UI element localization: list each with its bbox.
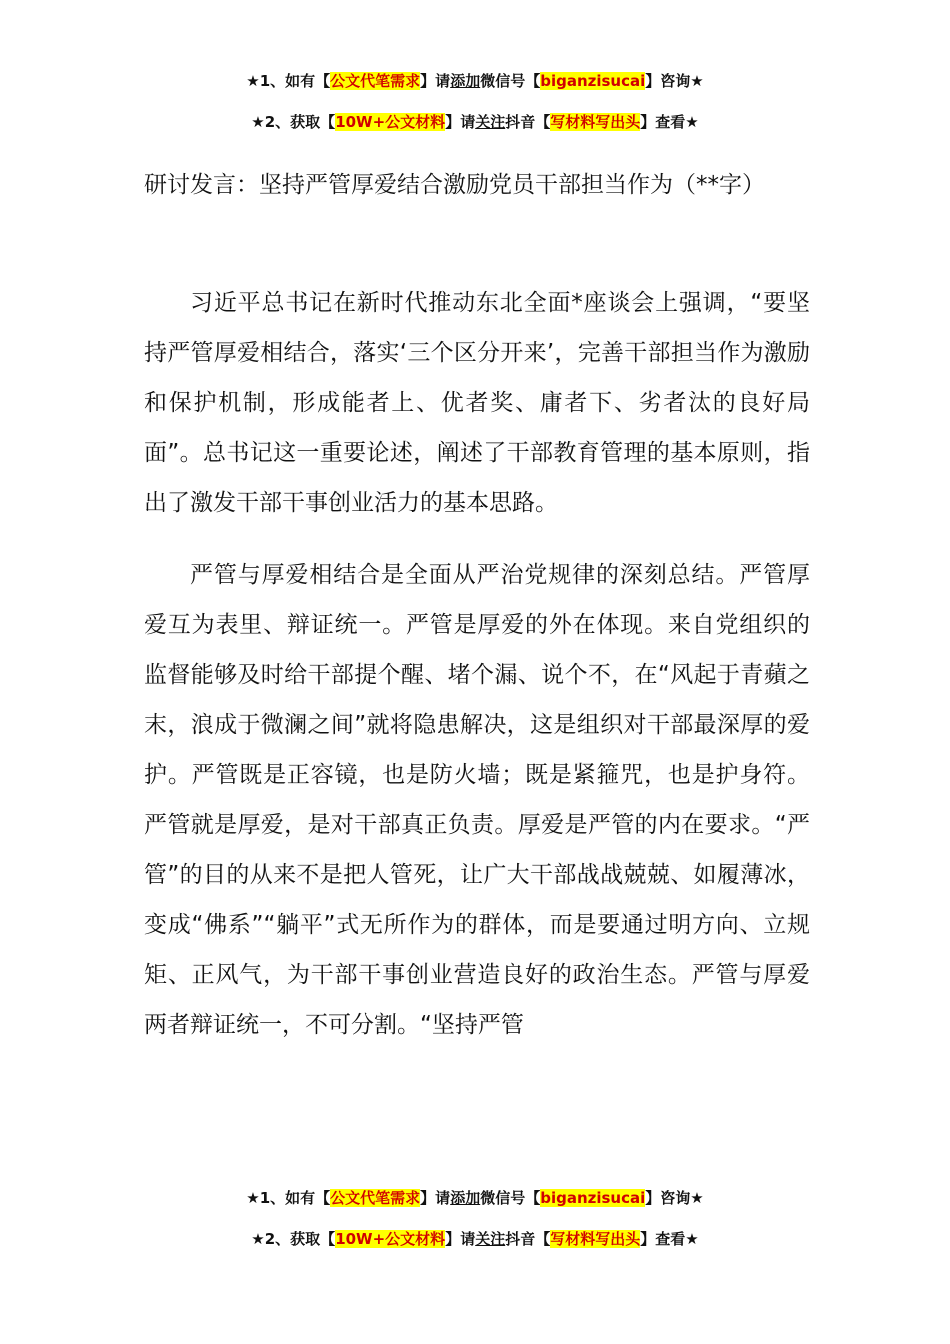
highlight-douyin: 写材料写出头 — [550, 1230, 641, 1248]
header-promo-line-2: ★2、获取【10W+公文材料】请关注抖音【写材料写出头】查看★ — [251, 113, 699, 131]
footer-promo-line-1: ★1、如有【公文代笔需求】请添加微信号【biganzisucai】咨询★ — [246, 1189, 704, 1207]
highlight-douyin: 写材料写出头 — [550, 113, 641, 131]
highlight-materials: 10W+公文材料 — [335, 113, 446, 131]
document-body — [144, 278, 810, 1072]
paragraph: 严管与厚爱相结合是全面从严治党规律的深刻总结。严管厚爱互为表里、辩证统一。严管是厚爱的外在体现。来自党组织的监督能够及时给干部提个醒、堵个漏、说个不，在“风起于青蘋之末，浪成于微澜之间”就将隐患解决，这是组织对干部最深厚的爱护。严管既是正容镜，也是防火墙；既是紧箍咒，也是护身符。严管就是厚爱，是对干部真正负责。厚爱是严管的内在要求。“严管”的目的从来不是把人管死，让广大干部战战兢兢、如履薄冰，变成“佛系”“躺平”式无所作为的群体，而是要通过明方向、立规矩、正风气，为干部干事创业营造良好的政治生态。严管与厚爱两者辩证统一，不可分割。“坚持严管 — [144, 562, 810, 1038]
highlight-service: 公文代笔需求 — [330, 1189, 421, 1207]
highlight-materials: 10W+公文材料 — [335, 1230, 446, 1248]
highlight-service: 公文代笔需求 — [330, 72, 421, 90]
document-title: 研讨发言：坚持严管厚爱结合激励党员干部担当作为（**字） — [144, 172, 765, 198]
paragraph: 习近平总书记在新时代推动东北全面*座谈会上强调，“要坚持严管厚爱相结合，落实‘三个区分开来’，完善干部担当作为激励和保护机制，形成能者上、优者奖、庸者下、劣者汰的良好局面”。总书记这一重要论述，阐述了干部教育管理的基本原则，指出了激发干部干事创业活力的基本思路。 — [144, 290, 810, 516]
highlight-wechat-id: biganzisucai — [540, 1189, 646, 1207]
header-promo-line-1: ★1、如有【公文代笔需求】请添加微信号【biganzisucai】咨询★ — [246, 72, 704, 90]
footer-promo-line-2: ★2、获取【10W+公文材料】请关注抖音【写材料写出头】查看★ — [251, 1230, 699, 1248]
highlight-wechat-id: biganzisucai — [540, 72, 646, 90]
